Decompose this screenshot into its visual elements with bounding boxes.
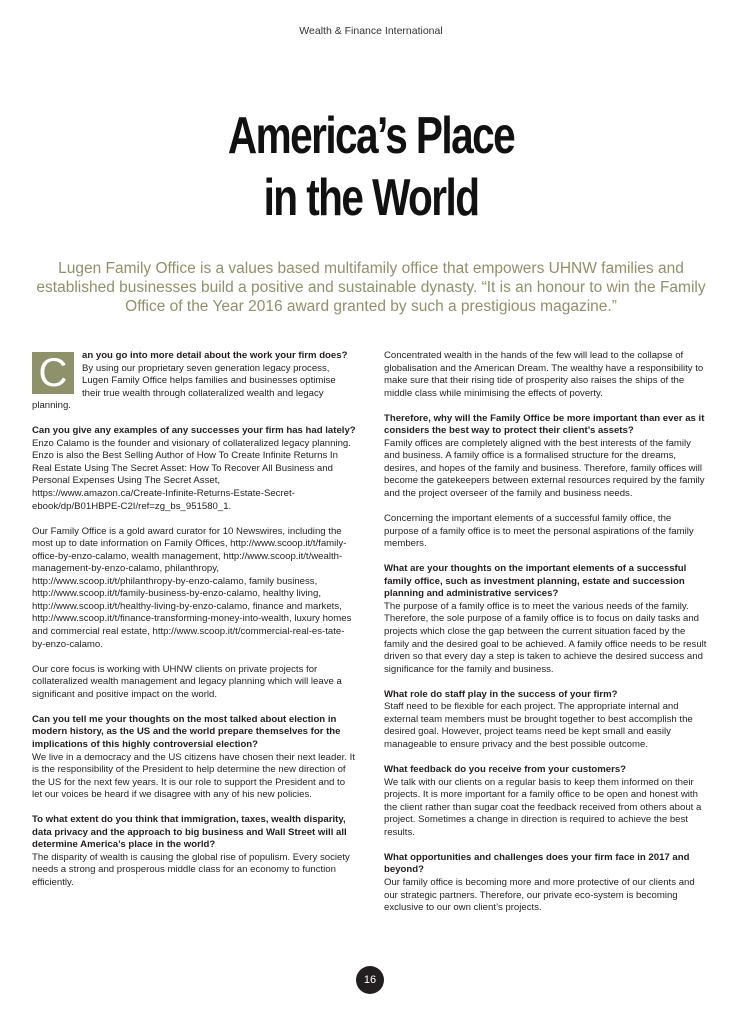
paragraph-elements: Concerning the important elements of a successful family office, the purpose of a family office is to meet the personal aspirations of the family members. — [384, 513, 694, 550]
drop-cap: C — [32, 352, 74, 394]
question-block-staff — [384, 689, 708, 752]
question-block-2 — [32, 425, 356, 513]
question-2: Can you give any examples of any successes your firm has had lately? — [32, 425, 356, 437]
article-title-line-2: in the World — [263, 169, 479, 227]
answer-immigration: The disparity of wealth is causing the global rise of populism. Every society needs a strong and prosperous middle class for an economy to function efficiently. — [32, 851, 350, 888]
left-column — [32, 350, 356, 902]
question-block-family-office — [384, 413, 708, 501]
question-block-election — [32, 714, 356, 802]
answer-feedback: We talk with our clients on a regular basis to keep them informed on their projects. It is more important for a family office to be open and honest with the client rather than sugar coat the feedback received from others about a project. Sometimes a change in direction is required to achieve the best results. — [384, 776, 702, 838]
question-feedback: What feedback do you receive from your customers? — [384, 764, 627, 776]
question-block-opportunities — [384, 852, 708, 915]
article-title-line-1: America’s Place — [227, 107, 515, 165]
right-column — [384, 350, 708, 927]
article-title — [82, 105, 661, 229]
paragraph-newswires: Our Family Office is a gold award curator for 10 Newswires, including the most up to date information on Family Offices, http://www.scoop.it/t/family-office-by-enzo-calamo, wealth management, http://www.scoop.it/t/wealth-management-by-enzo-calamo, philanthropy, http://www.scoop.it/t/philanthropy-by-enzo-calamo, family business, http://www.scoop.it/t/family-business-by-enzo-calamo, healthy living, http://www.scoop.it/t/healthy-living-by-enzo-calamo, finance and markets, http://www.scoop.it/t/finance-transforming-money-into-wealth, luxury homes and commercial real estate, http://www.scoop.it/t/commercial-real-es-tate-by-enzo-calamo. — [32, 525, 352, 650]
answer-elements: The purpose of a family office is to meet the various needs of the family. Therefore, the sole purpose of a family office is to focus on daily tasks and projects which close the gap between the current situation faced by the family and the desired goal to be achieved. A family office needs to be result driven so that every day a step is taken to achieve the desired success and significance for the family and business. — [384, 600, 707, 675]
answer-election: We live in a democracy and the US citizens have chosen their next leader. It is the responsibility of the President to help determine the new direction of the US for the next few years. It is our role to support the President and to let our voices be heard if we disagree with any of his new policies. — [32, 751, 355, 801]
answer-family-office: Family offices are completely aligned with the best interests of the family and business. A family office is a formalised structure for the dreams, desires, and hopes of the family and business. Therefore, family offices will become the gatekeepers between external resources required by the family and the project overseer of the family and business needs. — [384, 437, 705, 500]
question-block-elements — [384, 563, 708, 676]
question-opportunities: What opportunities and challenges does your firm face in 2017 and beyond? — [384, 851, 690, 876]
publication-header: Wealth & Finance International — [299, 25, 443, 37]
first-question-block — [32, 350, 356, 413]
paragraph-concentrated-wealth: Concentrated wealth in the hands of the few will lead to the collapse of globalisation and the American Dream. The wealthy have a responsibility to make sure that their rising tide of prosperity also raises the ships of the middle class while minimising the effects of poverty. — [384, 350, 704, 399]
paragraph-core-focus: Our core focus is working with UHNW clients on private projects for collateralized wealth management and legacy planning which will leave a significant and positive impact on the world. — [32, 663, 342, 700]
question-immigration: To what extent do you think that immigration, taxes, wealth disparity, data privacy and the approach to big business and Wall Street will all determine America’s place in the world? — [32, 814, 347, 851]
answer-2: Enzo Calamo is the founder and visionary of collateralized legacy planning. Enzo is also the Best Selling Author of How To Create Infinite Returns In Real Estate Using The Secret Asset: How To Recover All Business and Personal Expenses Using The Secret Asset, https://www.amazon.ca/Create-Infinite-Returns-Estate-Secret-ebook/dp/B01HBPE-C2I/ref=zg_bs_951580_1. — [32, 437, 351, 512]
question-block-feedback — [384, 764, 708, 839]
answer-staff: Staff need to be flexible for each project. The appropriate internal and external team members must be brought together to best accomplish the desired goal. However, project teams need be kept small and easily manageable to ensure privacy and the best possible outcome. — [384, 701, 693, 750]
question-election: Can you tell me your thoughts on the most talked about election in modern history, as the US and the world prepare themselves for the implications of this highly controversial election? — [32, 713, 341, 750]
question-elements: What are your thoughts on the important elements of a successful family office, such as investment planning, estate and succession planning and administrative services? — [384, 563, 687, 600]
question-1: an you go into more detail about the work your firm does? — [82, 350, 348, 361]
answer-opportunities: Our family office is becoming more and more protective of our clients and our strategic partners. Therefore, our private eco-system is becoming exclusive to our own client’s projects. — [384, 876, 695, 914]
question-staff: What role do staff play in the success of your firm? — [384, 688, 618, 700]
answer-1: By using our proprietary seven generation legacy process, Lugen Family Office helps families and businesses optimise their true wealth through collateralized wealth and legacy planning. — [32, 362, 336, 412]
question-block-immigration — [32, 814, 356, 889]
article-intro: Lugen Family Office is a values based multifamily office that empowers UHNW families and established businesses build a positive and sustainable dynasty. “It is an honour to win the Family Office of the Year 2016 award granted by such a prestigious magazine.” — [36, 260, 706, 315]
page-number: 16 — [356, 966, 384, 994]
question-family-office: Therefore, why will the Family Office be more important than ever as it considers the best way to protect their client’s assets? — [384, 412, 705, 437]
